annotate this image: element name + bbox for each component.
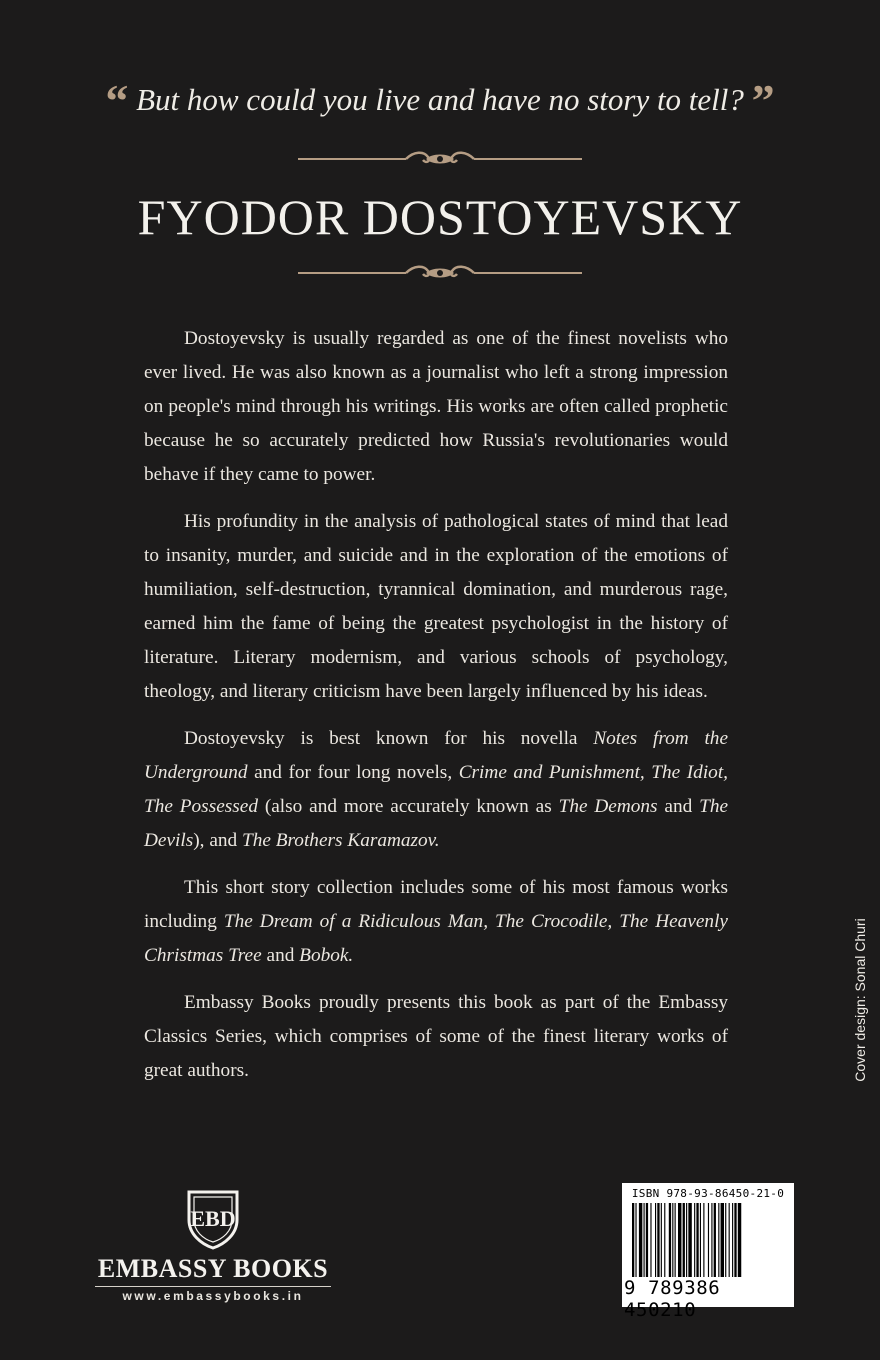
publisher-name: EMBASSY BOOKS bbox=[97, 1254, 329, 1283]
barcode-bar bbox=[650, 1203, 651, 1277]
barcode-bar bbox=[669, 1203, 671, 1277]
barcode-bar bbox=[725, 1203, 726, 1277]
text-segment: His profundity in the analysis of pathological states of mind that lead to insanity, murder, and suicide and in the exploration of the emotions of humiliation, self-destruction, tyrannical domination, and murderous rage, earned him the fame of being the greatest psychologist in the history of literature. Literary modernism, and various schools of psychology, theology, and literary criticism have been largely influenced by his ideas. bbox=[144, 511, 728, 702]
barcode-bar bbox=[696, 1203, 698, 1277]
text-segment: and bbox=[657, 796, 700, 817]
barcode-bar bbox=[675, 1203, 676, 1277]
description-paragraph bbox=[144, 871, 728, 973]
text-segment: This short story collection includes some of his most famous works including bbox=[144, 877, 728, 932]
shield-emblem-icon bbox=[181, 1186, 245, 1250]
barcode-bar bbox=[718, 1203, 719, 1277]
title-italic: Notes from the Underground bbox=[144, 728, 729, 783]
logo-rule bbox=[95, 1286, 331, 1287]
barcode-bar bbox=[661, 1203, 662, 1277]
publisher-logo bbox=[95, 1186, 331, 1306]
barcode-bar bbox=[714, 1203, 716, 1277]
epigraph-quote bbox=[0, 74, 880, 127]
title-italic: The Brothers Karamazov. bbox=[242, 830, 440, 851]
quote-text: But how could you live and have no story to tell? bbox=[136, 82, 744, 117]
barcode-bar bbox=[672, 1203, 673, 1277]
description-paragraph bbox=[144, 986, 728, 1088]
publisher-website: www.embassybooks.in bbox=[122, 1289, 304, 1303]
barcode-bar bbox=[644, 1203, 645, 1277]
title-italic: The Demons bbox=[558, 796, 658, 817]
emblem-text: EBD bbox=[190, 1206, 236, 1231]
barcode-bar bbox=[639, 1203, 642, 1277]
barcode-bar bbox=[646, 1203, 648, 1277]
barcode-bar bbox=[729, 1203, 730, 1277]
barcode-bar bbox=[700, 1203, 701, 1277]
barcode-digits: 9 789386 450210 bbox=[624, 1277, 721, 1321]
title-italic: The Dream of a Ridiculous Man, The Crocodile, The Heavenly Christmas Tree bbox=[144, 911, 728, 966]
barcode-bar bbox=[721, 1203, 724, 1277]
description-paragraph bbox=[144, 322, 728, 492]
barcode-bar bbox=[732, 1203, 733, 1277]
barcode-bar bbox=[657, 1203, 659, 1277]
barcode-bar bbox=[703, 1203, 704, 1277]
title-italic: Crime and Punishment, The Idiot, The Possessed bbox=[144, 762, 728, 817]
description-paragraph bbox=[144, 722, 728, 858]
barcode-bar bbox=[688, 1203, 691, 1277]
book-description bbox=[144, 322, 728, 1101]
text-segment: ), and bbox=[193, 830, 242, 851]
text-segment: Dostoyevsky is usually regarded as one of the finest novelists who ever lived. He was also known as a journalist who left a strong impression on people's mind through his writings. His works are often called prophetic because he so accurately predicted how Russia's revolutionaries would behave if they came to power. bbox=[144, 328, 728, 485]
author-name: FYODOR DOSTOYEVSKY bbox=[137, 189, 743, 245]
title-italic: The Devils bbox=[144, 796, 729, 851]
barcode-bar bbox=[678, 1203, 681, 1277]
text-segment: (also and more accurately known as bbox=[257, 796, 559, 817]
barcode-bar bbox=[694, 1203, 695, 1277]
ornament-divider-top bbox=[298, 148, 582, 170]
barcode-bar bbox=[655, 1203, 656, 1277]
ornament-divider-bottom bbox=[298, 262, 582, 284]
barcode-bar bbox=[632, 1203, 634, 1277]
text-segment: Dostoyevsky is best known for his novella bbox=[184, 728, 594, 749]
open-quote-mark: “ bbox=[105, 75, 129, 126]
close-quote-mark: ” bbox=[751, 75, 775, 126]
barcode-bar bbox=[664, 1203, 665, 1277]
barcode-bar bbox=[711, 1203, 712, 1277]
text-segment: Embassy Books proudly presents this book as part of the Embassy Classics Series, which comprises of some of the finest literary works of great authors. bbox=[144, 992, 728, 1081]
barcode-bar bbox=[738, 1203, 741, 1277]
barcode-bar bbox=[734, 1203, 736, 1277]
barcode-bars bbox=[632, 1203, 784, 1277]
title-italic: Bobok. bbox=[299, 945, 354, 966]
cover-design-credit: Cover design: Sonal Churi bbox=[852, 918, 868, 1082]
text-segment: and for four long novels, bbox=[247, 762, 459, 783]
isbn-barcode bbox=[622, 1183, 794, 1321]
barcode-bar bbox=[683, 1203, 685, 1277]
isbn-label: ISBN 978-93-86450-21-0 bbox=[631, 1187, 785, 1200]
barcode-bar bbox=[686, 1203, 687, 1277]
description-paragraph bbox=[144, 505, 728, 709]
barcode-bar bbox=[708, 1203, 709, 1277]
text-segment: and bbox=[261, 945, 300, 966]
barcode-bar bbox=[635, 1203, 636, 1277]
